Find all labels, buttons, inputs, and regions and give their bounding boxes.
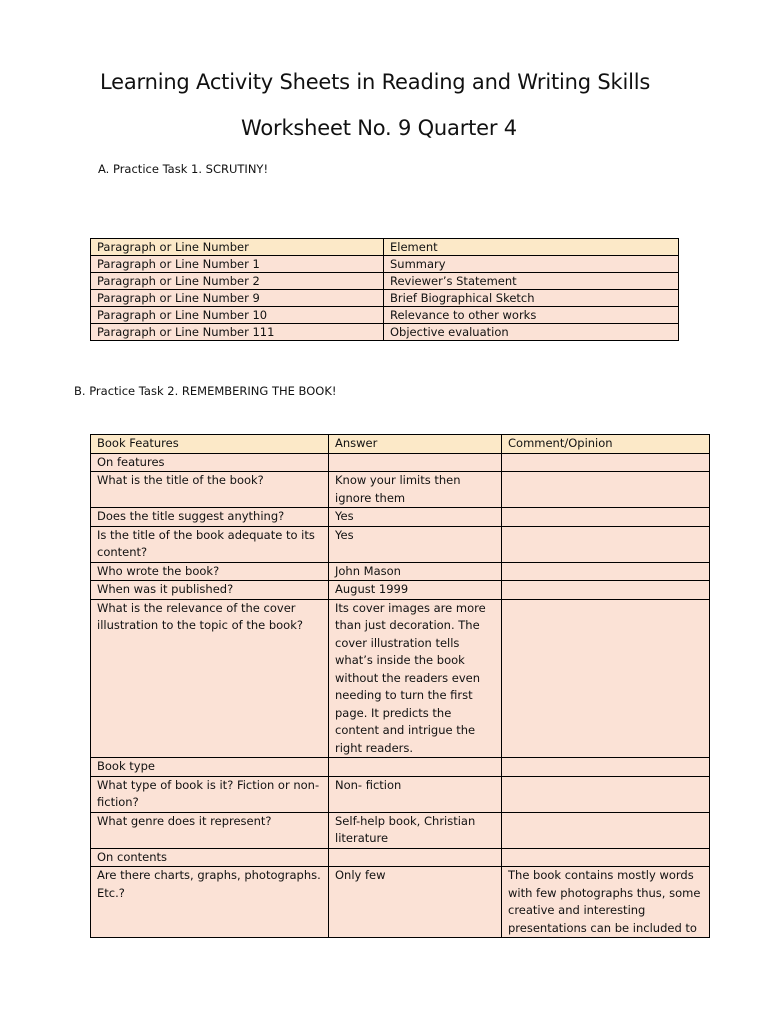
table-cell: Who wrote the book? — [91, 562, 329, 581]
table-cell: Paragraph or Line Number 9 — [91, 290, 384, 307]
table-cell — [329, 848, 502, 867]
table-cell: Relevance to other works — [384, 307, 679, 324]
table-row — [91, 812, 710, 848]
table-cell — [329, 453, 502, 472]
table-row — [91, 256, 679, 273]
table-row — [91, 453, 710, 472]
table-row — [91, 758, 710, 777]
table-row — [91, 867, 710, 938]
table-row — [91, 562, 710, 581]
table-cell: What is the relevance of the cover illustration to the topic of the book? — [91, 599, 329, 758]
table-header-row — [91, 239, 679, 256]
table-cell: Are there charts, graphs, photographs. Etc.? — [91, 867, 329, 938]
table-cell — [502, 758, 710, 777]
table-cell: Its cover images are more than just decoration. The cover illustration tells what’s inside the book without the readers even needing to turn the first page. It predicts the content and intrigue the right readers. — [329, 599, 502, 758]
table-cell: Is the title of the book adequate to its content? — [91, 526, 329, 562]
table-cell: Brief Biographical Sketch — [384, 290, 679, 307]
table-row — [91, 290, 679, 307]
table-cell: Yes — [329, 508, 502, 527]
table-cell — [502, 508, 710, 527]
table-cell: Book type — [91, 758, 329, 777]
table-cell: Self-help book, Christian literature — [329, 812, 502, 848]
table-cell: August 1999 — [329, 581, 502, 600]
table-cell: Does the title suggest anything? — [91, 508, 329, 527]
table-cell — [502, 453, 710, 472]
table-row — [91, 273, 679, 290]
table-cell: Paragraph or Line Number 2 — [91, 273, 384, 290]
table-cell: On features — [91, 453, 329, 472]
table-cell: Yes — [329, 526, 502, 562]
table-cell: Non- fiction — [329, 776, 502, 812]
table-cell: John Mason — [329, 562, 502, 581]
table-cell — [502, 562, 710, 581]
task-b-heading: B. Practice Task 2. REMEMBERING THE BOOK! — [74, 384, 337, 398]
column-header: Answer — [329, 435, 502, 454]
table-cell: The book contains mostly words with few photographs thus, some creative and interesting presentations can be included to — [502, 867, 710, 938]
table-cell — [502, 812, 710, 848]
column-header: Element — [384, 239, 679, 256]
column-header: Book Features — [91, 435, 329, 454]
table-cell — [502, 776, 710, 812]
table-cell: Paragraph or Line Number 111 — [91, 324, 384, 341]
table-cell: Only few — [329, 867, 502, 938]
table-cell — [502, 526, 710, 562]
column-header: Paragraph or Line Number — [91, 239, 384, 256]
table-cell — [502, 581, 710, 600]
table-row — [91, 324, 679, 341]
table-header-row — [91, 435, 710, 454]
column-header: Comment/Opinion — [502, 435, 710, 454]
table-cell — [502, 848, 710, 867]
table-row — [91, 472, 710, 508]
table-row — [91, 307, 679, 324]
book-features-table — [90, 434, 710, 938]
table-row — [91, 599, 710, 758]
table-cell: What type of book is it? Fiction or non-fiction? — [91, 776, 329, 812]
table-row — [91, 776, 710, 812]
scrutiny-table — [90, 238, 679, 341]
table-cell: Paragraph or Line Number 1 — [91, 256, 384, 273]
table-cell: On contents — [91, 848, 329, 867]
table-cell: Summary — [384, 256, 679, 273]
table-cell: What is the title of the book? — [91, 472, 329, 508]
table-cell — [329, 758, 502, 777]
table-cell: Know your limits then ignore them — [329, 472, 502, 508]
worksheet-subtitle: Worksheet No. 9 Quarter 4 — [241, 116, 517, 140]
table-row — [91, 581, 710, 600]
table-row — [91, 526, 710, 562]
table-cell — [502, 472, 710, 508]
table-cell: Reviewer’s Statement — [384, 273, 679, 290]
table-cell: What genre does it represent? — [91, 812, 329, 848]
task-a-heading: A. Practice Task 1. SCRUTINY! — [98, 162, 269, 176]
table-cell — [502, 599, 710, 758]
table-cell: Paragraph or Line Number 10 — [91, 307, 384, 324]
table-row — [91, 508, 710, 527]
document-title: Learning Activity Sheets in Reading and Writing Skills — [100, 70, 651, 94]
table-cell: When was it published? — [91, 581, 329, 600]
table-row — [91, 848, 710, 867]
table-cell: Objective evaluation — [384, 324, 679, 341]
